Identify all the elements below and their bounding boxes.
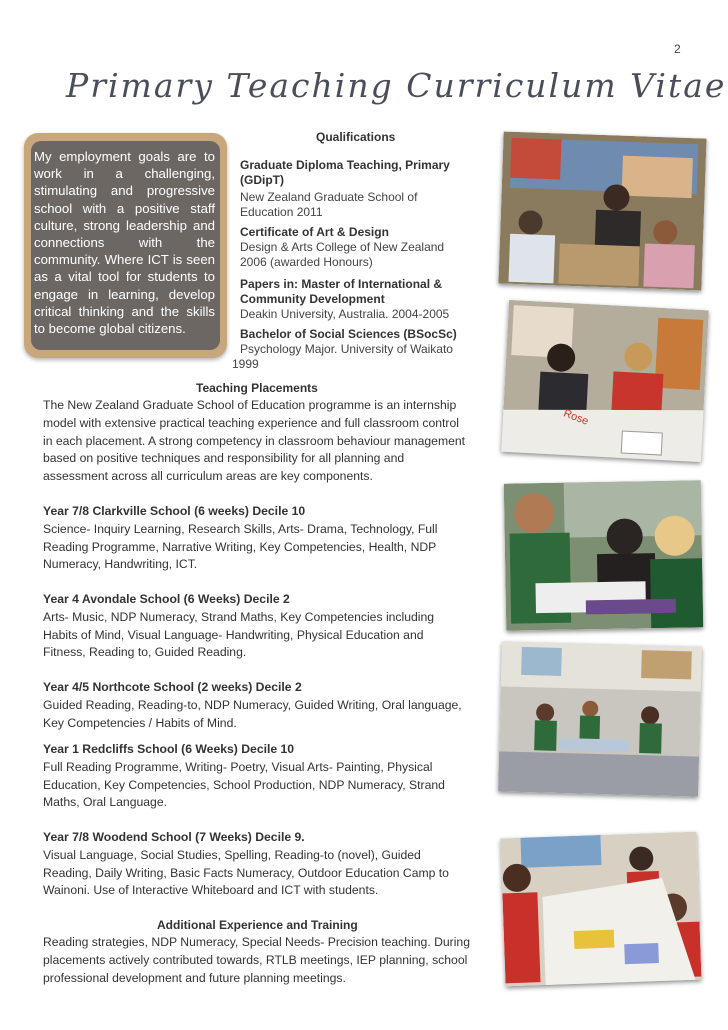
placement-detail: Visual Language, Social Studies, Spelling, Reading-to (novel), Guided Reading, Daily Writing, Basic Facts Numeracy, Outdoor Education Camp to Wainoni. Use of Interactive Whiteboard and ICT with students. bbox=[43, 847, 449, 898]
qualification-detail: Psychology Major. University of Waikato bbox=[240, 342, 453, 356]
placement-title: Year 7/8 Clarkville School (6 weeks) Decile 10 bbox=[43, 504, 306, 518]
placement-item bbox=[43, 829, 468, 900]
classroom-photo-2 bbox=[501, 300, 709, 462]
qualification-item bbox=[240, 158, 455, 220]
page-number: 2 bbox=[674, 42, 681, 56]
teaching-placements-heading: Teaching Placements bbox=[196, 381, 318, 395]
qualification-title: Graduate Diploma Teaching, Primary (GDipT) bbox=[240, 158, 450, 187]
placement-title: Year 7/8 Woodend School (7 Weeks) Decile 9. bbox=[43, 830, 305, 844]
placement-detail: Arts- Music, NDP Numeracy, Strand Maths, Key Competencies including Habits of Mind, Visual Language- Handwriting, Physical Education and Fitness, Reading to, Guided Reading. bbox=[43, 609, 435, 660]
qualifications-heading: Qualifications bbox=[316, 130, 396, 144]
classroom-photo-5-image bbox=[500, 832, 701, 987]
classroom-photo-1 bbox=[498, 132, 706, 291]
classroom-photo-1-image bbox=[498, 132, 706, 291]
qualification-title: Certificate of Art & Design bbox=[240, 225, 389, 239]
placement-item bbox=[43, 741, 468, 812]
photo-name-tag: Rose bbox=[561, 407, 591, 428]
classroom-photo-4 bbox=[498, 641, 702, 796]
teaching-intro: The New Zealand Graduate School of Education programme is an internship model with extensive practical teaching experience and full classroom control in each placement. A strong competency in classroom behaviour management based on positive techniques and responsibility for all planning and assessment across all curriculum areas are key components. bbox=[43, 398, 466, 484]
classroom-photo-3 bbox=[504, 480, 704, 630]
placement-detail: Full Reading Programme, Writing- Poetry, Visual Arts- Painting, Physical Education, Key Competencies, School Production, NDP Numeracy, Strand Maths, Oral Language. bbox=[43, 759, 445, 810]
qualification-title: Bachelor of Social Sciences (BSocSc) bbox=[240, 327, 457, 341]
page-title: Primary Teaching Curriculum Vitae bbox=[66, 66, 727, 105]
qualification-item bbox=[240, 327, 485, 357]
classroom-photo-2-image bbox=[501, 300, 709, 462]
additional-text: Reading strategies, NDP Numeracy, Special Needs- Precision teaching. During placements actively contributed towards, RTLB meetings, IEP planning, school professional development and future planning meetings. bbox=[43, 935, 470, 985]
classroom-photo-4-image bbox=[498, 641, 702, 796]
qualification-detail: New Zealand Graduate School of Education 2011 bbox=[240, 190, 418, 219]
placement-title: Year 4/5 Northcote School (2 weeks) Decile 2 bbox=[43, 680, 302, 694]
placement-title: Year 4 Avondale School (6 Weeks) Decile 2 bbox=[43, 592, 290, 606]
additional-heading: Additional Experience and Training bbox=[157, 918, 358, 932]
qualification-title: Papers in: Master of International & Community Development bbox=[240, 277, 443, 306]
placement-item bbox=[43, 503, 483, 574]
placement-detail: Guided Reading, Reading-to, NDP Numeracy, Guided Writing, Oral language, Key Competencies / Habits of Mind. bbox=[43, 697, 462, 730]
placement-item bbox=[43, 679, 475, 732]
placement-item bbox=[43, 591, 468, 662]
qualification-detail: Design & Arts College of New Zealand 2006 (awarded Honours) bbox=[240, 240, 445, 269]
qualification-detail: Deakin University, Australia. 2004-2005 bbox=[240, 307, 450, 321]
qualification-item bbox=[240, 277, 455, 322]
classroom-photo-5 bbox=[500, 832, 701, 987]
placement-detail: Science- Inquiry Learning, Research Skills, Arts- Drama, Technology, Full Reading Programme, Narrative Writing, Key Competencies, Health, NDP Numeracy, Handwriting, ICT. bbox=[43, 521, 438, 572]
qualification-year: 1999 bbox=[232, 357, 259, 371]
employment-goal-text: My employment goals are to work in a challenging, stimulating and progressive school with a positive staff culture, strong leadership and connections with the community. Where ICT is seen as a vital tool for students to engage in learning, develop critical thinking and the skills to become global citizens. bbox=[34, 149, 215, 337]
qualification-item bbox=[240, 225, 455, 270]
classroom-photo-3-image bbox=[504, 480, 704, 630]
placement-title: Year 1 Redcliffs School (6 Weeks) Decile 10 bbox=[43, 742, 295, 756]
